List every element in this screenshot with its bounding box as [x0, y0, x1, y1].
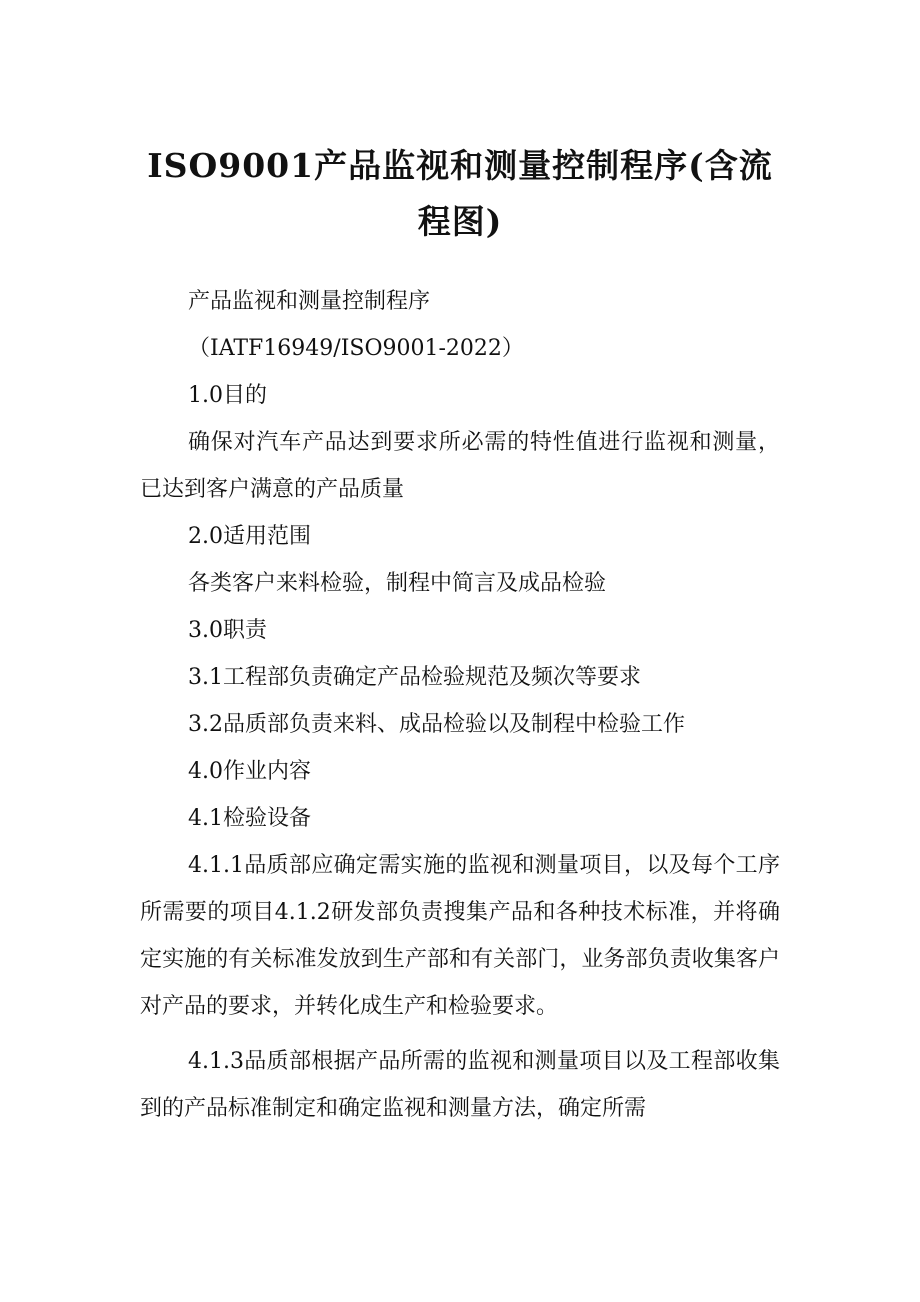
document-title: ISO9001产品监视和测量控制程序(含流程图) [147, 146, 773, 241]
paragraph-scope: 各类客户来料检验，制程中简言及成品检验 [188, 571, 607, 596]
subsection-heading-inspection-equipment: 4.1检验设备 [188, 806, 311, 831]
paragraph-responsibility-3-2: 3.2品质部负责来料、成品检验以及制程中检验工作 [188, 712, 685, 737]
section-heading-purpose: 1.0目的 [188, 383, 267, 408]
section-heading-work-content: 4.0作业内容 [188, 759, 311, 784]
paragraph-4-1-1: 4.1.1品质部应确定需实施的监视和测量项目，以及每个工序所需要的项目4.1.2研发部负责搜集产品和各种技术标准，并将确定实施的有关标准发放到生产部和有关部门，业务部负责收集客户对产品的要求，并转化成生产和检验要求。 [140, 853, 780, 1019]
section-heading-scope: 2.0适用范围 [188, 524, 311, 549]
paragraph-responsibility-3-1: 3.1工程部负责确定产品检验规范及频次等要求 [188, 665, 641, 690]
document-body [140, 278, 780, 1132]
section-heading-responsibilities: 3.0职责 [188, 618, 267, 643]
paragraph-subtitle: 产品监视和测量控制程序 [188, 289, 431, 314]
paragraph-purpose: 确保对汽车产品达到要求所必需的特性值进行监视和测量，已达到客户满意的产品质量 [140, 430, 780, 502]
paragraph-4-1-3: 4.1.3品质部根据产品所需的监视和测量项目以及工程部收集到的产品标准制定和确定监视和测量方法，确定所需 [140, 1049, 780, 1121]
paragraph-standard: （IATF16949/ISO9001-2022） [188, 336, 524, 361]
